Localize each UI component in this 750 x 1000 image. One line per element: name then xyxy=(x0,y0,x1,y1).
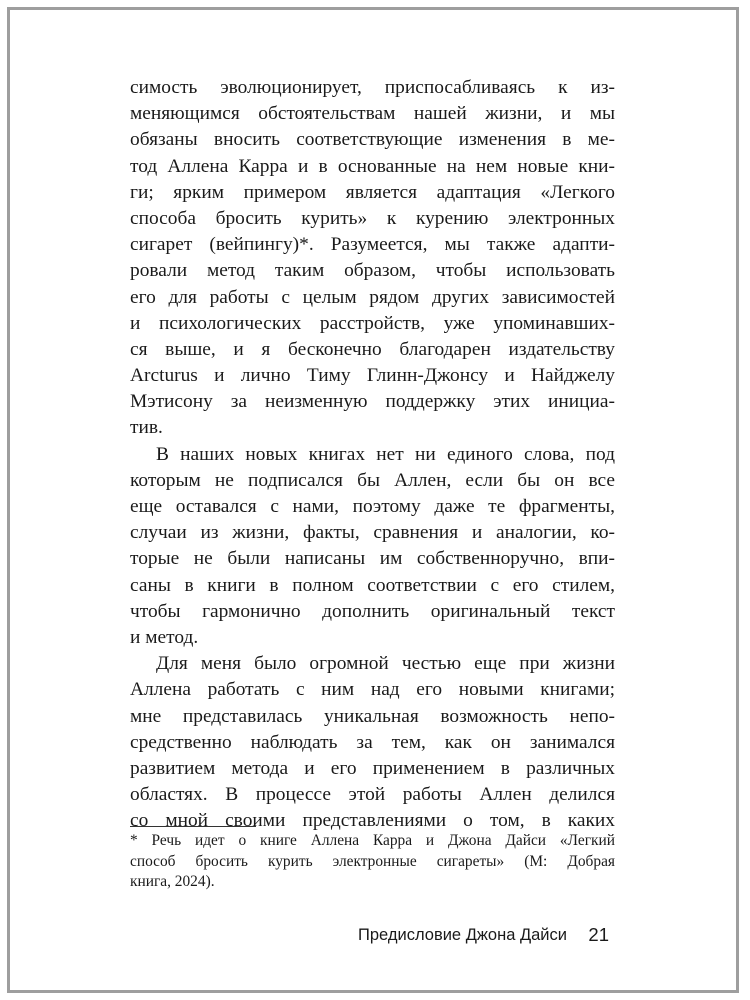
text-line: развитием метода и его применением в различных xyxy=(130,757,615,779)
text-line: и психологических расстройств, уже упоминавших- xyxy=(130,312,615,334)
footnote-divider xyxy=(130,826,256,827)
text-line: случаи из жизни, факты, сравнения и аналогии, ко- xyxy=(130,522,615,544)
text-line: тод Аллена Карра и в основанные на нем новые кни- xyxy=(130,155,615,177)
paragraph-3 xyxy=(130,651,615,834)
text-line: ровали метод таким образом, чтобы использовать xyxy=(130,260,615,282)
text-line: Arcturus и лично Тиму Глинн-Джонсу и Найджелу xyxy=(130,365,615,387)
footnote xyxy=(130,831,615,893)
text-line: со мной своими представлениями о том, в каких xyxy=(130,810,615,832)
text-line: меняющимся обстоятельствам нашей жизни, и мы xyxy=(130,103,615,125)
text-line: Для меня было огромной честью еще при жизни xyxy=(156,653,615,675)
footnote-line: способ бросить курить электронные сигареты» (М: Добрая xyxy=(130,852,615,870)
text-line: симость эволюционирует, приспосабливаясь к из- xyxy=(130,77,615,98)
text-line: саны в книги в полном соответствии с его стилем, xyxy=(130,574,615,596)
text-line: способа бросить курить» к курению электронных xyxy=(130,207,615,229)
text-line: и метод. xyxy=(130,626,199,648)
body-text xyxy=(130,75,615,834)
footnote-line: книга, 2024). xyxy=(130,873,215,890)
paragraph-1 xyxy=(130,75,615,442)
footnote-line: * Речь идет о книге Аллена Карра и Джона Дайси «Легкий xyxy=(130,832,615,849)
text-line: Аллена работать с ним над его новыми книгами; xyxy=(130,679,615,701)
text-line: его для работы с целым рядом других зависимостей xyxy=(130,286,615,308)
text-line: областях. В процессе этой работы Аллен делился xyxy=(130,784,615,806)
text-line: средственно наблюдать за тем, как он занимался xyxy=(130,731,615,753)
text-line: ся выше, и я бесконечно благодарен издательству xyxy=(130,338,615,360)
paragraph-2 xyxy=(130,442,615,652)
running-title: Предисловие Джона Дайси xyxy=(358,926,567,944)
running-footer xyxy=(130,924,615,948)
page-number: 21 xyxy=(588,924,609,945)
text-line: которым не подписался бы Аллен, если бы он все xyxy=(130,469,615,491)
text-line: чтобы гармонично дополнить оригинальный текст xyxy=(130,600,615,622)
text-line: В наших новых книгах нет ни единого слова, под xyxy=(156,443,615,465)
text-line: торые не были написаны им собственноручно, впи- xyxy=(130,548,615,570)
text-line: Мэтисону за неизменную поддержку этих инициа- xyxy=(130,391,615,413)
text-line: обязаны вносить соответствующие изменения в ме- xyxy=(130,129,615,151)
text-line: сигарет (вейпингу)*. Разумеется, мы также адапти- xyxy=(130,234,615,256)
text-line: еще оставался с нами, поэтому даже те фрагменты, xyxy=(130,496,615,517)
text-line: ги; ярким примером является адаптация «Легкого xyxy=(130,181,615,203)
text-line: тив. xyxy=(130,417,163,439)
text-line: мне представилась уникальная возможность непо- xyxy=(130,705,615,727)
